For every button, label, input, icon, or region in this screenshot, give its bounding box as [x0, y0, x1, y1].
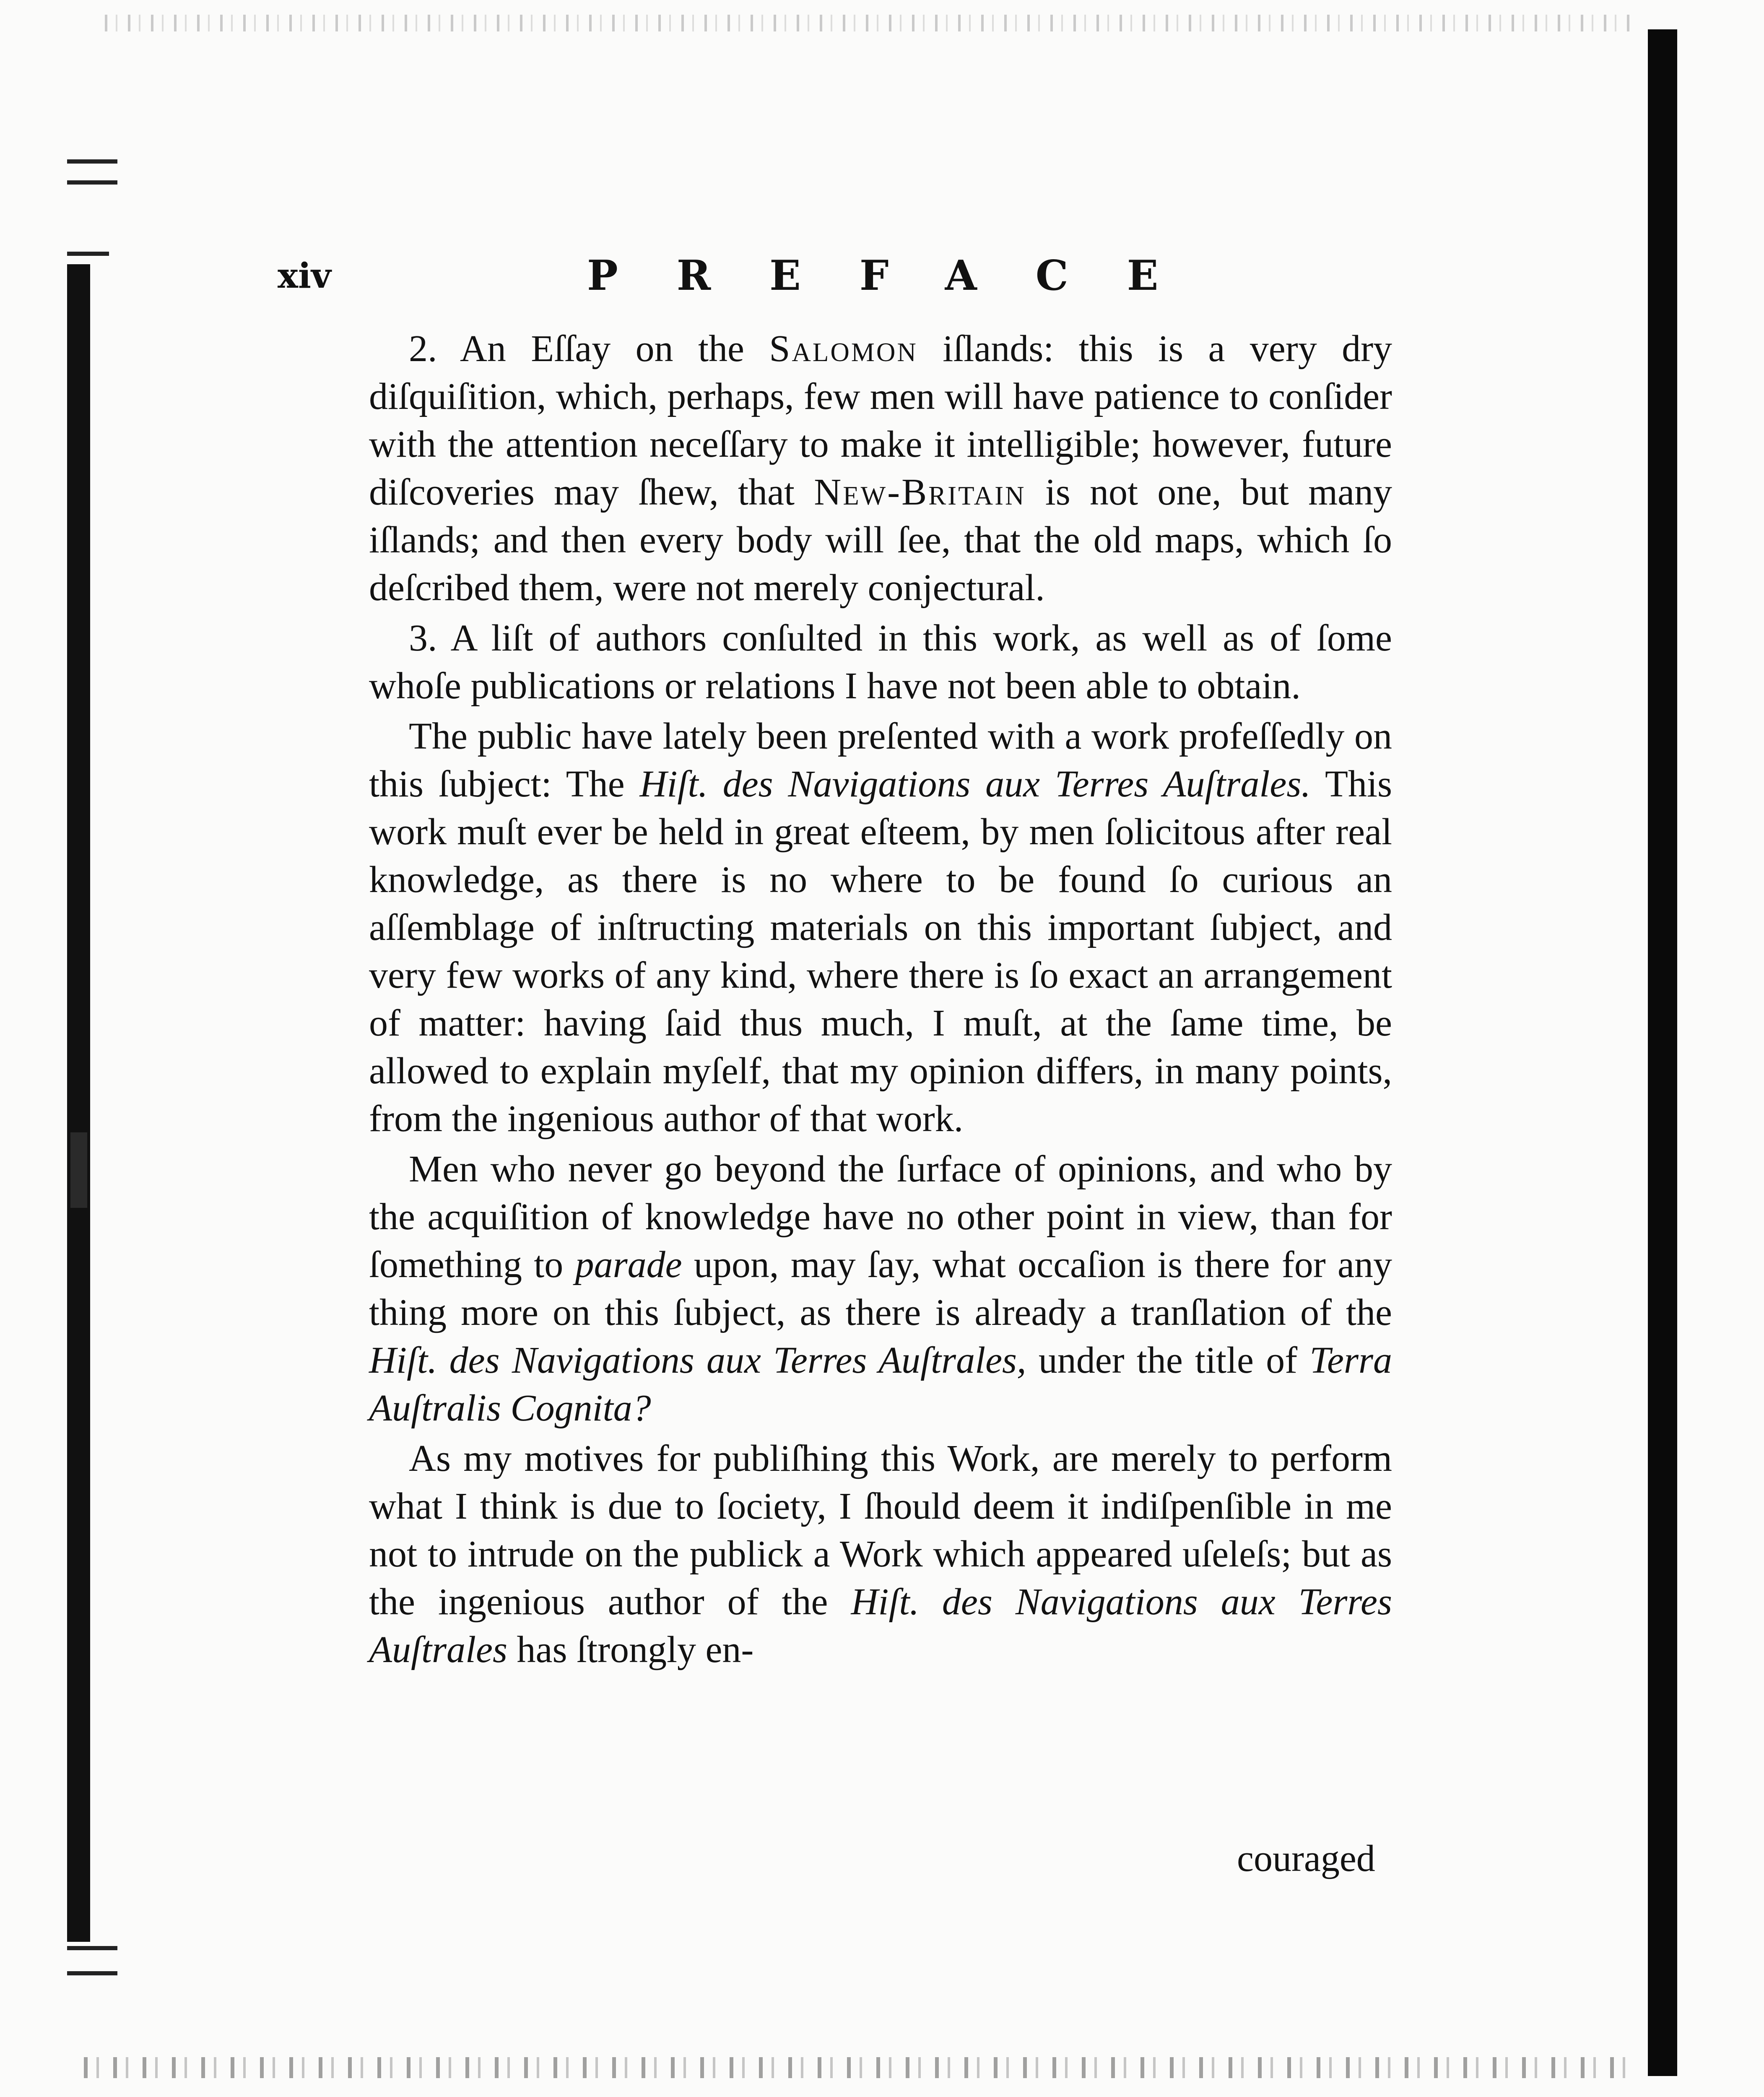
scan-noise-top: [105, 15, 1635, 31]
paragraph-number: 2. An: [409, 328, 506, 369]
scan-edge-left-gap: [70, 1132, 87, 1208]
text-span: is not one, but many iſlands; and then every body will ſee, that the old maps, which ſo deſcribed them, were not merely conjectural.: [369, 471, 1392, 609]
book-title: Hiſt. des Navigations aux Terres Auſtrales,: [369, 1340, 1026, 1381]
text-span: The public have lately been preſented with a work profeſſedly on this ſubject: The: [369, 715, 1392, 805]
paragraph-list-of-authors: [369, 614, 1392, 710]
scan-edge-left: [67, 264, 90, 1942]
scan-tick: [67, 1971, 117, 1975]
italic-word: parade: [575, 1244, 682, 1285]
scan-tick: [67, 180, 117, 185]
text-span: iſlands: this is a very dry diſquiſition, which, perhaps, few men will have patience to conſider with the attention neceſſary to make it intelligible; however, future diſcoveries may ſhew, that: [369, 328, 1392, 513]
running-title: PREFACE: [587, 252, 1217, 300]
paragraph-public-work: [369, 713, 1392, 1143]
paragraph-motives: [369, 1435, 1392, 1674]
catchword: couraged: [1237, 1838, 1375, 1879]
scan-noise-bottom: [84, 2057, 1635, 2078]
scan-tick: [67, 252, 109, 256]
scan-edge-right: [1648, 29, 1677, 2076]
text-span: 3. A liſt of authors conſulted in this work, as well as of ſome whoſe publications or relations I have not been able to obtain.: [369, 617, 1392, 707]
text-span: Men who never go beyond the ſurface of opinions, and who by the acquiſition of knowledge have no other point in view, than for ſomething to: [369, 1148, 1392, 1285]
book-title: Terra Auſtralis Cognita?: [369, 1340, 1392, 1429]
text-span: has ſtrongly en-: [517, 1629, 754, 1670]
page-number: xiv: [278, 256, 331, 296]
book-title: Hiſt. des Navigations aux Terres Auſtrales: [369, 1581, 1392, 1670]
place-name-new-britain: New-Britain: [814, 471, 1026, 513]
book-title: Hiſt. des Navigations aux Terres Auſtrales.: [639, 763, 1311, 805]
text-span: Eſſay on the: [531, 328, 744, 369]
running-head: [268, 239, 1217, 310]
place-name-salomon: Salomon: [769, 328, 918, 369]
scan-tick: [67, 1946, 117, 1950]
paragraph-essay-salomon: [369, 325, 1392, 612]
paragraph-men-who: [369, 1145, 1392, 1432]
body-text: [369, 325, 1392, 1676]
text-span: This work muſt ever be held in great eſteem, by men ſolicitous after real knowledge, as there is no where to be found ſo curious an aſſemblage of inſtructing materials on this important ſubject, and very few works of any kind, where there is ſo exact an arrangement of matter: having ſaid thus much, I muſt, at the ſame time, be allowed to explain myſelf, that my opinion differs, in many points, from the ingenious author of that work.: [369, 763, 1392, 1140]
text-span: under the title of: [1038, 1340, 1298, 1381]
scan-tick: [67, 159, 117, 164]
text-span: As my motives for publiſhing this Work, are merely to perform what I think is due to ſociety, I ſhould deem it indiſpenſible in me not to intrude on the publick a Work which appeared uſeleſs; but as the ingenious author of the: [369, 1438, 1392, 1623]
text-span: upon, may ſay, what occaſion is there for any thing more on this ſubject, as there is already a tranſlation of the: [369, 1244, 1392, 1333]
